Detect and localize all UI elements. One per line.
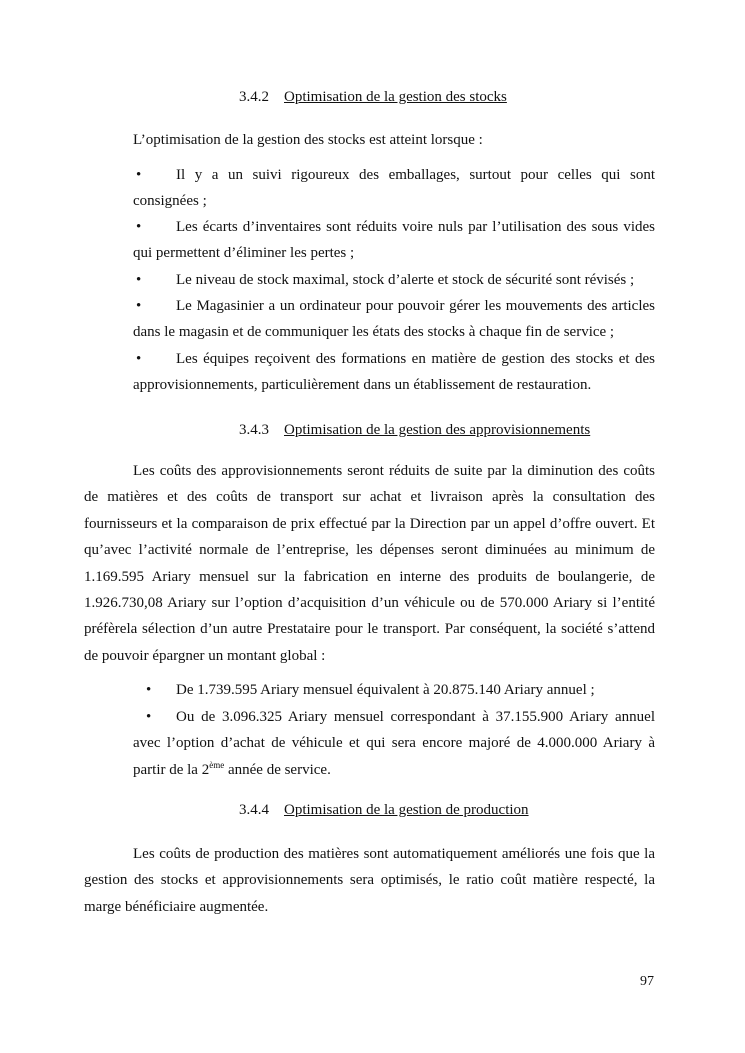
section-heading-3-4-4: 3.4.4 Optimisation de la gestion de production <box>239 802 529 818</box>
bullet-item: • Il y a un suivi rigoureux des emballages, surtout pour celles qui sont consignées ; <box>133 167 655 210</box>
bullet-item: • Le niveau de stock maximal, stock d’alerte et stock de sécurité sont révisés ; <box>136 272 635 288</box>
bullet-item: • Le Magasinier a un ordinateur pour pouvoir gérer les mouvements des articles dans le magasin et de communiquer les états des stocks à chaque fin de service ; <box>133 298 655 341</box>
paragraph: Les coûts des approvisionnements seront réduits de suite par la diminution des coûts de matières et des coûts de transport sur achat et livraison après la consultation des fournisseurs et la comparaison de prix effectué par la Direction par un appel d’offre ouvert. Et qu’avec l’activité normale de l’entreprise, les dépenses seront diminuées au minimum de 1.169.595 Ariary mensuel sur la fabrication en interne des produits de boulangerie, de 1.926.730,08 Ariary sur l’option d’acquisition d’un véhicule ou de 570.000 Ariary si l’entité préfèrela sélection d’un autre Prestataire pour le transport. Par conséquent, la société s’attend de pouvoir épargner un montant global : <box>84 463 655 664</box>
section-heading-3-4-3: 3.4.3 Optimisation de la gestion des approvisionnements <box>239 422 591 438</box>
bullet-item: • Les écarts d’inventaires sont réduits voire nuls par l’utilisation des sous vides qui permettent d’éliminer les pertes ; <box>133 219 655 262</box>
bullet-item: • De 1.739.595 Ariary mensuel équivalent à 20.875.140 Ariary annuel ; <box>146 682 595 698</box>
bullet-item: • Les équipes reçoivent des formations en matière de gestion des stocks et des approvisionnements, particulièrement dans un établissement de restauration. <box>133 351 655 394</box>
page-number: 97 <box>640 974 654 989</box>
bullet-item: • Ou de 3.096.325 Ariary mensuel correspondant à 37.155.900 Ariary annuel avec l’option d’achat de véhicule et qui sera encore majoré de 4.000.000 Ariary à partir de la 2ème année de service. <box>133 709 655 778</box>
intro-text: L’optimisation de la gestion des stocks est atteint lorsque : <box>133 132 483 148</box>
section-heading-3-4-2: 3.4.2 Optimisation de la gestion des stocks <box>239 89 507 105</box>
paragraph: Les coûts de production des matières sont automatiquement améliorés une fois que la gestion des stocks et approvisionnements sera optimisés, le ratio coût matière respecté, la marge bénéficiaire augmentée. <box>84 846 655 915</box>
